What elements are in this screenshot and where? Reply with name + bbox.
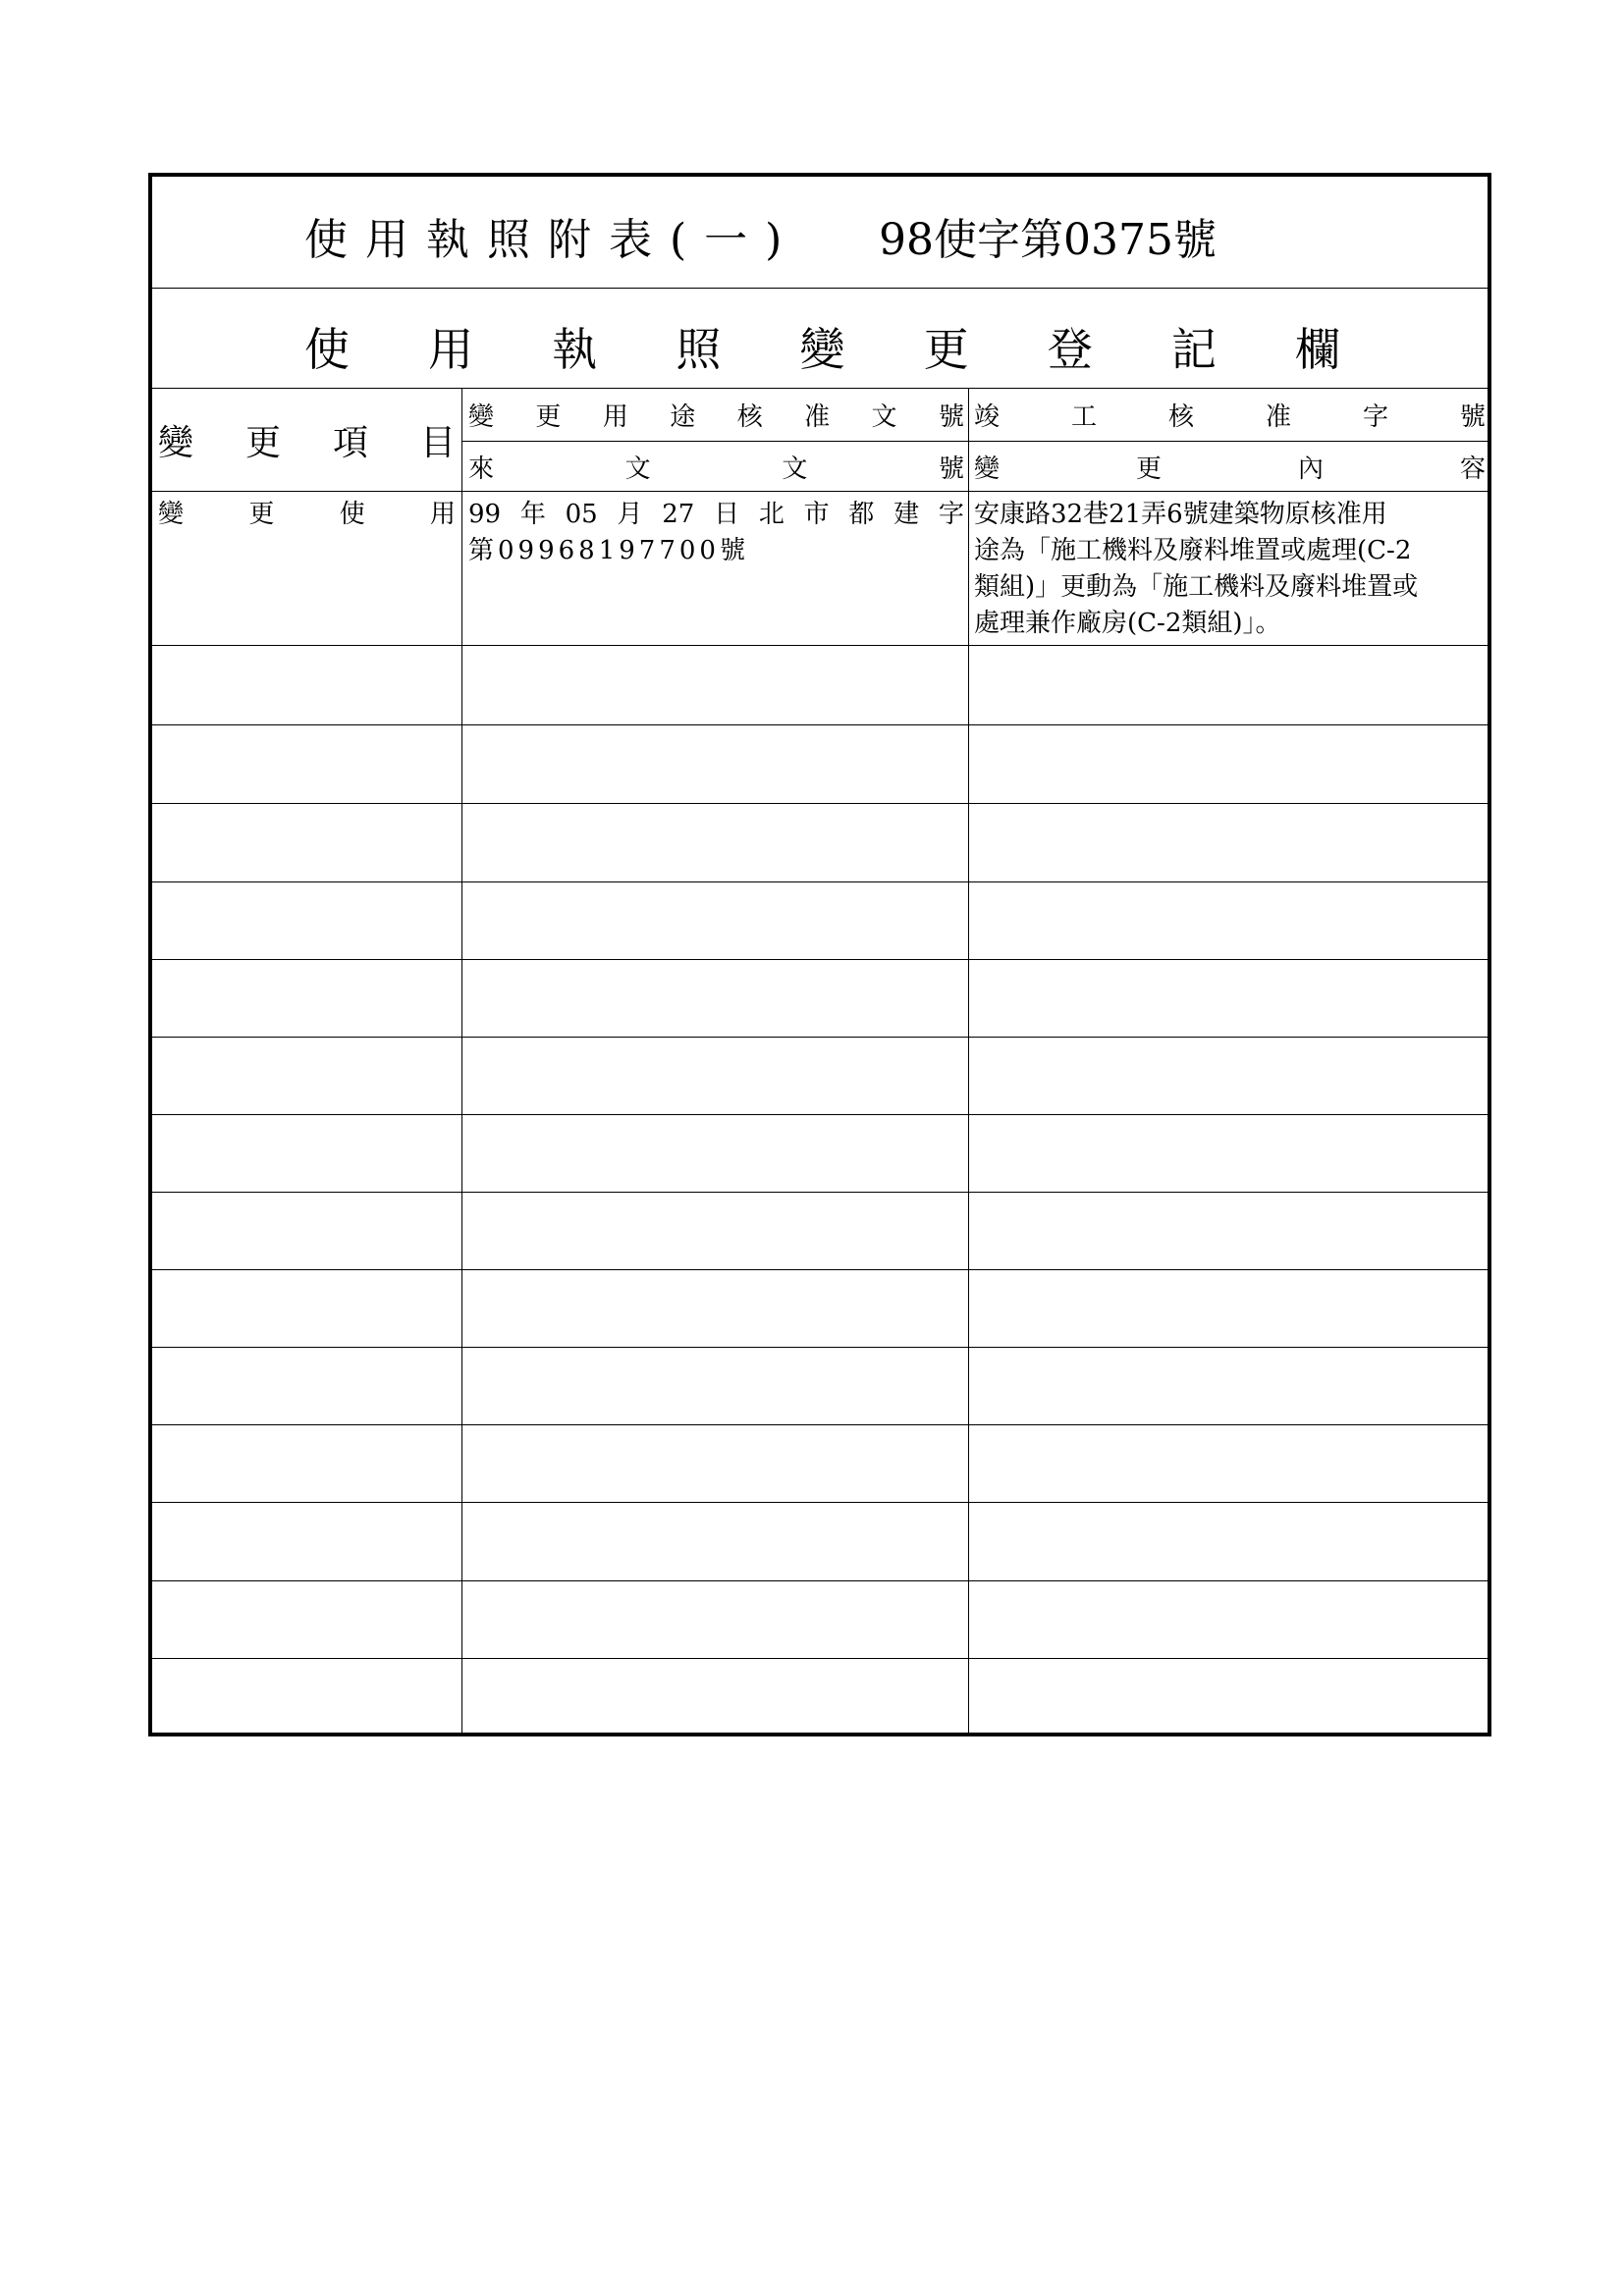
entry-item: 變 更 使 用 xyxy=(158,500,456,529)
row-line xyxy=(152,1269,1488,1270)
row-line xyxy=(152,1580,1488,1581)
row-line xyxy=(152,1114,1488,1115)
header-completion-approval-no: 竣 工 核 准 字 號 xyxy=(974,402,1486,432)
entry-content-line3: 類組)」更動為「施工機料及廢料堆置或 xyxy=(974,572,1419,602)
section-heading-row xyxy=(152,289,1488,389)
license-number: 98使字第0375號 xyxy=(879,215,1217,265)
column-divider-1 xyxy=(461,389,462,1736)
row-line xyxy=(152,803,1488,804)
entry-content-line1: 安康路32巷21弄6號建築物原核准用 xyxy=(974,500,1387,529)
row-line xyxy=(152,645,1488,646)
header-item: 變 更 項 目 xyxy=(158,422,456,463)
header-approval-doc-no: 變 更 用 途 核 准 文 號 xyxy=(468,402,964,432)
entry-content-line4: 處理兼作廠房(C-2類組)」。 xyxy=(974,609,1281,638)
row-line xyxy=(152,1347,1488,1348)
entry-doc-line2: 第09968197700號 xyxy=(468,536,749,565)
row-line xyxy=(152,724,1488,725)
row-line xyxy=(152,959,1488,960)
register-table xyxy=(148,173,1491,1736)
row-line xyxy=(152,1192,1488,1193)
row-line xyxy=(152,1424,1488,1425)
header-incoming-doc-no: 來 文 文 號 xyxy=(468,454,964,484)
entry-doc-no xyxy=(468,497,964,569)
header-bottom-line xyxy=(152,491,1488,492)
row-line xyxy=(152,1658,1488,1659)
entry-doc-line1: 99 年 05 月 27 日 北 市 都 建 字 xyxy=(468,500,964,529)
column-divider-2 xyxy=(968,389,969,1736)
row-line xyxy=(152,881,1488,882)
row-line xyxy=(152,1037,1488,1038)
entry-content-line2: 途為「施工機料及廢料堆置或處理(C-2 xyxy=(974,536,1412,565)
title-row xyxy=(152,177,1488,289)
header-change-content: 變 更 內 容 xyxy=(974,454,1486,484)
section-heading: 使 用 執 照 變 更 登 記 欄 xyxy=(304,323,1340,376)
row-line xyxy=(152,1502,1488,1503)
page-title: 使用執照附表(一) xyxy=(304,215,800,265)
entry-change-content xyxy=(974,497,1489,642)
